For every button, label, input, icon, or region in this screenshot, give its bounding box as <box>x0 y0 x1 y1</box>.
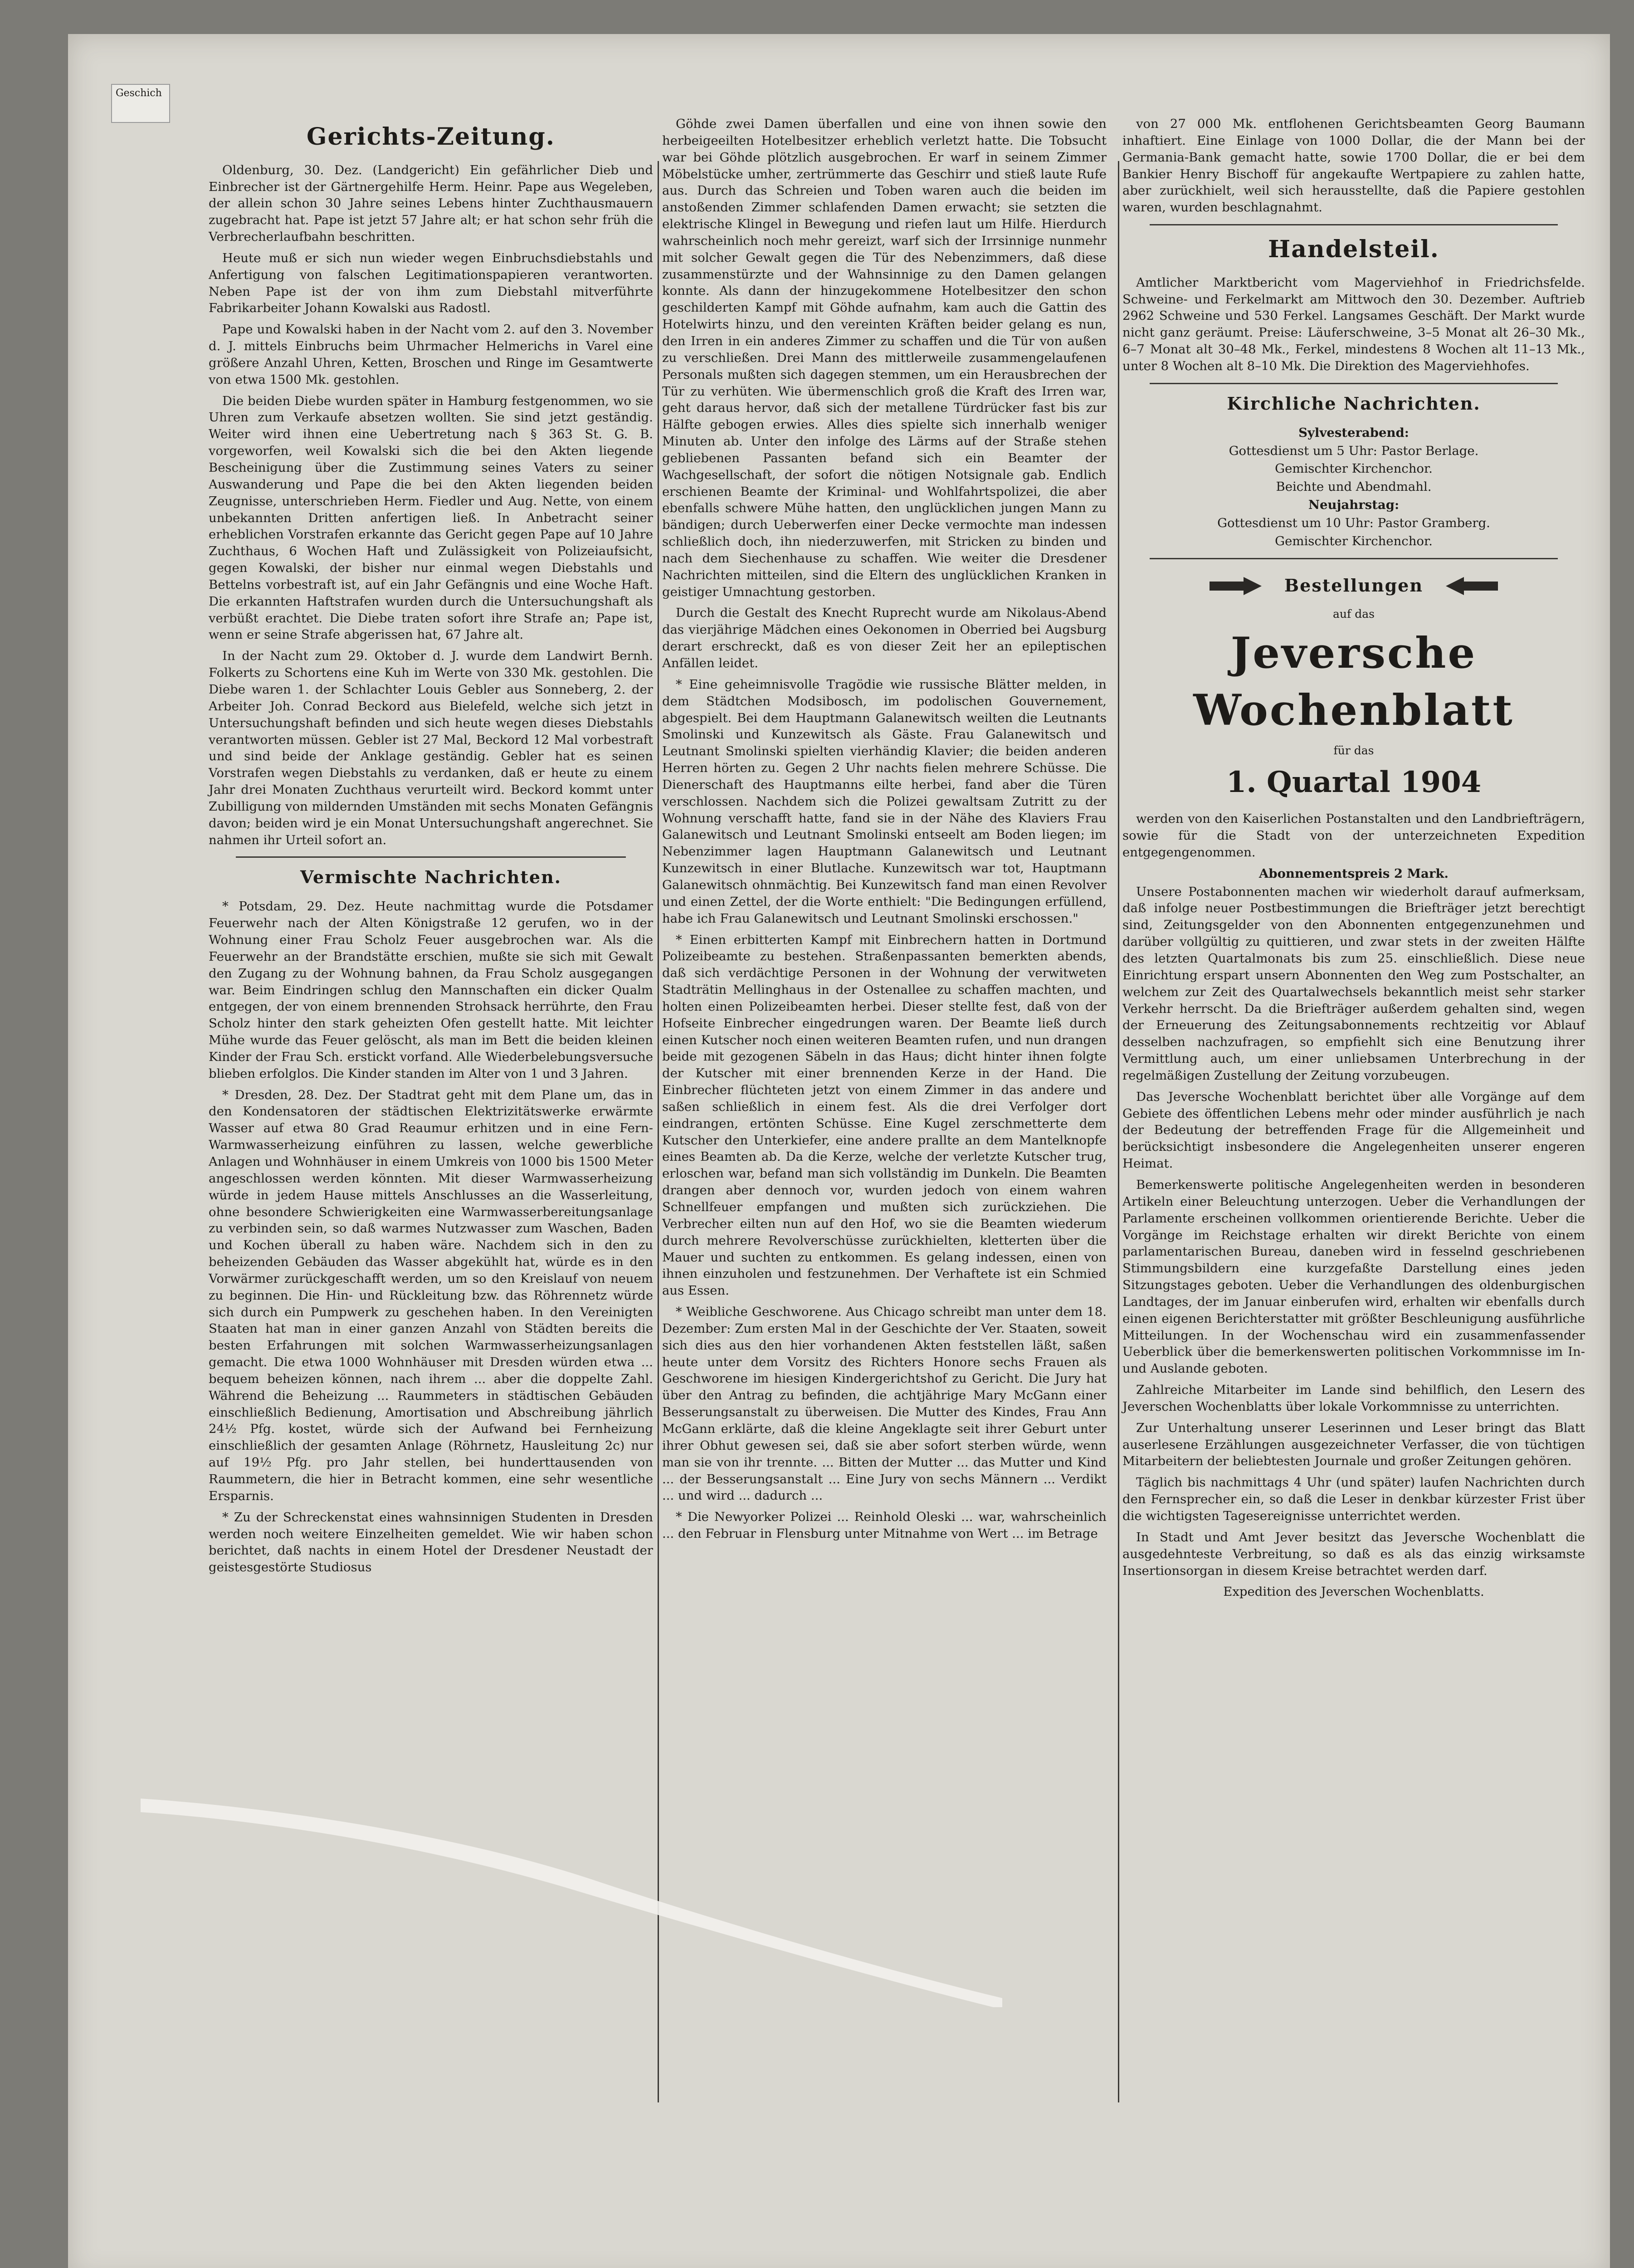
section-heading: Kirchliche Nachrichten. <box>1227 393 1481 414</box>
article-paragraph: Zur Unterhaltung unserer Leserinnen und Leser bringt das Blatt auserlesene Erzählungen ausgezeichneter Verfasser, die von tüchtigen Mitarbeitern der beliebtesten Journale und großer Zeitungen gehören. <box>1122 1420 1585 1469</box>
church-title: Neujahrstag: <box>1308 498 1400 513</box>
article-paragraph: In Stadt und Amt Jever besitzt das Jeversche Wochenblatt die ausgedehnteste Verbreitung, so daß es als das einzig wirksamste Insertionsorgan in diesem Kreise betrachtet werden darf. <box>1122 1530 1585 1578</box>
column-1 <box>209 116 653 1580</box>
article-paragraph: Täglich bis nachmittags 4 Uhr (und später) laufen Nachrichten durch den Fernsprecher ein, so daß die Leser in denkbar kürzester Frist über die wichtigsten Tagesereignisse unterrichtet werden. <box>1122 1475 1585 1524</box>
auf-das-label: auf das <box>1333 607 1375 621</box>
article-paragraph: Zahlreiche Mitarbeiter im Lande sind behilflich, den Lesern des Jeverschen Wochenblatts über lokale Vorkommnisse zu unterrichten. <box>1122 1383 1585 1414</box>
section-heading: Handelsteil. <box>1268 235 1439 264</box>
paper-tear <box>141 1780 1002 2007</box>
column-2 <box>662 116 1107 1547</box>
fuer-das-label: für das <box>1333 744 1374 758</box>
article-paragraph: * Eine geheimnisvolle Tragödie wie russische Blätter melden, in dem Städtchen Modsibosch, im podolischen Gouvernement, abgespielt. Bei dem Hauptmann Galanewitsch weilten die Leutnants Smolinski und Kunzewitsch als Gäste. Frau Galanewitsch und Leutnant Smolinski spielten vierhändig Klavier; die beiden anderen Herren hörten zu. Gegen 2 Uhr nachts fielen mehrere Schüsse. Die Dienerschaft des Hauptmanns eilte herbei, fand aber die Türen verschlossen. Nachdem sich die Polizei gewaltsam Zutritt zu der Wohnung verschafft hatte, fand sie in der Nähe des Klaviers Frau Galanewitsch und Leutnant Smolinski entseelt am Boden liegen; im Nebenzimmer lagen Hauptmann Galanewitsch und Leutnant Kunzewitsch in einer Blutlache. Kunzewitsch war tot, Hauptmann Galanewitsch ohnmächtig. Bei Kunzewitsch fand man einen Revolver und einen Zettel, der die Worte enthielt: "Die Bedingungen erfüllend, habe ich Frau Galanewitsch und Leutnant Smolinski erschossen." <box>662 677 1107 926</box>
subscription-banner <box>1122 570 1585 602</box>
newspaper-page <box>68 34 1610 2268</box>
quarter-label: 1. Quartal 1904 <box>1226 765 1482 799</box>
price-line: Abonnementspreis 2 Mark. <box>1259 866 1449 881</box>
article-paragraph: Amtlicher Marktbericht vom Magerviehhof in Friedrichsfelde. Schweine- und Ferkelmarkt am Mittwoch den 30. Dezember. Auftrieb 2962 Schweine und 530 Ferkel. Langsames Geschäft. Der Markt wurde nicht ganz geräumt. Preise: Läuferschweine, 3–5 Monat alt 26–30 Mk., 6–7 Monat alt 30–48 Mk., Ferkel, mindestens 8 Wochen alt 11–13 Mk., unter 8 Wochen alt 8–10 Mk. Die Direktion des Magerviehhofes. <box>1122 275 1585 373</box>
article-paragraph: von 27 000 Mk. entflohenen Gerichtsbeamten Georg Baumann inhaftiert. Eine Einlage von 1000 Dollar, die der Mann bei der Germania-Bank gemacht hatte, sowie 1700 Dollar, die er bei dem Bankier Henry Bischoff für angekaufte Wertpapiere zu zahlen hatte, aber zurückhielt, weil sich herausstellte, daß die Papiere gestohlen waren, wurden beschlagnahmt. <box>1122 117 1585 215</box>
column-3 <box>1122 116 1585 1602</box>
divider <box>1150 558 1558 559</box>
section-heading: Gerichts-Zeitung. <box>307 123 555 151</box>
article-paragraph: Pape und Kowalski haben in der Nacht vom 2. auf den 3. November d. J. mittels Einbruchs beim Uhrmacher Helmerichs in Varel eine größere Anzahl Uhren, Ketten, Broschen und Ringe im Gesamtwerte von etwa 1500 Mk. gestohlen. <box>209 322 653 387</box>
divider <box>1150 224 1558 225</box>
article-paragraph: * Zu der Schreckenstat eines wahnsinnigen Studenten in Dresden werden noch weitere Einzelheiten gemeldet. Wie wir haben schon berichtet, daß nachts in einem Hotel der Dresdener Neustadt der geistesgestörte Studiosus <box>209 1510 653 1575</box>
article-paragraph: Unsere Postabonnenten machen wir wiederholt darauf aufmerksam, daß infolge neuer Postbestimmungen die Briefträger jetzt berechtigt sind, Zeitungsgelder von den Abonnenten entgegenzunehmen und darüber vollgültig zu quittieren, und zwar stets in der zweiten Hälfte des letzten Quartalmonats bis zum 25. einschließlich. Diese neue Einrichtung erspart unsern Abonnenten den Weg zum Postschalter, an welchem zur Zeit des Quartalwechsels bekanntlich meist sehr starker Verkehr herrscht. Da die Briefträger außerdem gehalten sind, wegen der Erneuerung des Zeitungsabonnements rechtzeitig vor Ablauf desselben nachzufragen, so empfiehlt sich eine Benutzung ihrer Vermittlung auch, um einer unliebsamen Unterbrechung in der regelmäßigen Zustellung der Zeitung vorzubeugen. <box>1122 884 1585 1083</box>
divider <box>1150 383 1558 384</box>
church-line: Gottesdienst um 10 Uhr: Pastor Gramberg. <box>1217 515 1490 530</box>
column-rule <box>658 161 659 2102</box>
church-title: Sylvesterabend: <box>1298 425 1409 440</box>
article-paragraph: Göhde zwei Damen überfallen und eine von ihnen sowie den herbeigeeilten Hotelbesitzer erheblich verletzt hatte. Die Tobsucht war bei Göhde plötzlich ausgebrochen. Er warf in seinem Zimmer Möbelstücke umher, zertrümmerte das Geschirr und stieß laute Rufe aus. Durch das Schreien und Toben waren auch die beiden im anstoßenden Zimmer schlafenden Damen erwacht; sie setzten die elektrische Klingel in Bewegung und riefen laut um Hilfe. Hierdurch wahrscheinlich noch mehr gereizt, warf sich der Irrsinnige nunmehr mit solcher Gewalt gegen die Tür des Nebenzimmers, daß diese zusammenstürzte und der Wahnsinnige zu den Damen gelangen konnte. Als dann der hinzugekommene Hotelbesitzer den schon geschilderten Kampf mit Göhde aufnahm, kam auch die Gattin des Hotelwirts hinzu, und den vereinten Kräften beider gelang es nun, den Irren in ein anderes Zimmer zu schaffen und die Tür von außen zu verschließen. Drei Mann des mittlerweile zusammengelaufenen Personals mußten sich dagegen stemmen, um ein Herausbrechen der Tür zu verhüten. Wie übermenschlich groß die Kraft des Irren war, geht daraus hervor, daß sich der metallene Türdrücker fast bis zur Hälfte gebogen erwies. Alles dies spielte sich innerhalb weniger Minuten ab. Unter den infolge des Lärms auf der Straße stehen gebliebenen Passanten befand sich ein Beamter der Wachgesellschaft, der sofort die nötigen Notsignale gab. Endlich erschienen Beamte der Kriminal- und Wohlfahrtspolizei, die aber ebenfalls schwere Mühe hatten, den unglücklichen jungen Mann zu bändigen; durch Ueberwerfen einer Decke vermochte man indessen schließlich doch, ihn niederzuwerfen, mit Stricken zu binden und nach dem Siechenhause zu schaffen. Wie weiter die Dresdener Nachrichten mitteilen, sind die Eltern des unglücklichen Kranken in geistiger Umnachtung gestorben. <box>662 117 1107 599</box>
pointing-hand-icon <box>1207 570 1266 602</box>
article-paragraph: * Weibliche Geschworene. Aus Chicago schreibt man unter dem 18. Dezember: Zum ersten Mal in der Geschichte der Ver. Staaten, soweit sich dies aus den hier vorhandenen Akten feststellen läßt, saßen heute unter dem Vorsitz des Richters Honore sechs Frauen als Geschworene im hiesigen Kindergerichtshof zu Gericht. Die Jury hat über den Antrag zu befinden, die achtjährige Mary McGann einer Besserungsanstalt zu überweisen. Die Mutter des Kindes, Frau Ann McGann erklärte, daß die kleine Angeklagte seit ihrer Geburt unter ihrer Obhut gewesen sei, daß sie aber sofort sterben würde, wenn man sie von ihr trennte. ... Bitten der Mutter ... das Mutter und Kind ... der Besserungsanstalt ... Eine Jury von sechs Männern ... Verdikt ... und wird ... dadurch ... <box>662 1305 1107 1503</box>
article-paragraph: Durch die Gestalt des Knecht Ruprecht wurde am Nikolaus-Abend das vierjährige Mädchen eines Oekonomen in Oberried bei Augsburg derart erschreckt, daß es von dieser Zeit her an epileptischen Anfällen leidet. <box>662 606 1107 670</box>
article-paragraph: * Dresden, 28. Dez. Der Stadtrat geht mit dem Plane um, das in den Kondensatoren der städtischen Elektrizitätswerke erwärmte Wasser auf etwa 80 Grad Reaumur erhitzen und in eine Fern-Warmwasserheizung einführen zu lassen, welche gewerbliche Anlagen und Wohnhäuser in einem Umkreis von 1000 bis 1500 Meter angeschlossen werden könnten. Mit dieser Warmwasserheizung würde in jedem Hause mittels Anschlusses an die Wasserleitung, ohne besondere Schwierigkeiten eine Warmwasserbereitungsanlage zu verbinden sein, so daß warmes Nutzwasser zum Waschen, Baden und Kochen überall zu haben wäre. Nachdem sich in den zu beheizenden Gebäuden das Wasser abgekühlt hat, würde es in den Vorwärmer zurückgeschafft werden, um so den Kreislauf von neuem zu beginnen. Die Hin- und Rückleitung bzw. das Röhrennetz würde sich durch ein Pumpwerk zu geschehen haben. In den Vereinigten Staaten hat man in einer ganzen Anzahl von Städten bereits die besten Erfahrungen mit solchen Warmwasserheizungsanlagen gemacht. Die etwa 1000 Wohnhäuser mit Dresden würden etwa ... bequem beheizen können, nach ihrem ... aber die doppelte Zahl. Während die Beheizung ... Raummeters in städtischen Gebäuden einschließlich Bedienung, Amortisation und Abschreibung jährlich 24½ Pfg. kostet, würde sich der Aufwand bei Fernheizung einschließlich der gesamten Anlage (Röhrnetz, Hausleitung 2c) nur auf 19½ Pfg. pro Jahr stellen, bei hunderttausenden von Raummetern, die hier in Betracht kommen, eine sehr wesentliche Ersparnis. <box>209 1087 653 1503</box>
signature-line: Expedition des Jeverschen Wochenblatts. <box>1223 1584 1484 1599</box>
article-paragraph: * Die Newyorker Polizei ... Reinhold Oleski ... war, wahrscheinlich ... den Februar in Flensburg unter Mitnahme von Wert ... im Betrage <box>662 1510 1107 1541</box>
article-paragraph: werden von den Kaiserlichen Postanstalten und den Landbriefträgern, sowie für die Stadt von der unterzeichneten Expedition entgegengenommen. <box>1122 811 1585 860</box>
article-paragraph: * Potsdam, 29. Dez. Heute nachmittag wurde die Potsdamer Feuerwehr nach der Alten Königstraße 12 gerufen, wo in der Wohnung einer Frau Scholz Feuer ausgebrochen war. Als die Feuerwehr an der Brandstätte erschien, mußte sie sich mit Gewalt den Zugang zu der Wohnung bahnen, da Frau Scholz ausgegangen war. Beim Eindringen schlug den Mannschaften ein dicker Qualm entgegen, der von einem brennenden Strohsack herrührte, den Frau Scholz hinter den stark geheizten Ofen gestellt hatte. Mit leichter Mühe wurde das Feuer gelöscht, als man im Bett die beiden kleinen Kinder der Frau Sch. erstickt vorfand. Alle Wiederbelebungsversuche blieben erfolglos. Die Kinder standen im Alter von 1 und 3 Jahren. <box>209 899 653 1081</box>
masthead-title: Jeversche Wochenblatt <box>1193 628 1514 736</box>
church-line: Gottesdienst um 5 Uhr: Pastor Berlage. <box>1229 443 1479 458</box>
church-line: Gemischter Kirchenchor. <box>1275 461 1433 476</box>
pointing-hand-icon <box>1441 570 1500 602</box>
article-paragraph: Die beiden Diebe wurden später in Hamburg festgenommen, wo sie Uhren zum Verkaufe absetzen wollten. Sie sind jetzt geständig. Weiter wird ihnen eine Uebertretung nach § 363 St. G. B. vorgeworfen, weil Kowalski sich die bei den Akten liegende Bescheinigung über die Zustimmung seines Vaters zu seiner Auswanderung und Pape die bei den Akten liegenden beiden Zeugnisse, unterschrieben Herm. Fiedler und Aug. Nette, von einem unbekannten Dritten anfertigen ließ. In Anbetracht seiner erheblichen Vorstrafen erkannte das Gericht gegen Pape auf 10 Jahre Zuchthaus, 6 Wochen Haft und Zulässigkeit von Polizeiaufsicht, gegen Kowalski, der bisher nur einmal wegen Diebstahls und Bettelns vorbestraft ist, auf ein Jahr Gefängnis und eine Woche Haft. Die erkannten Haftstrafen wurden durch die Untersuchungshaft als verbüßt erachtet. Die Diebe traten sofort ihre Strafe an; Pape ist, wenn er seine Strafe abgerissen hat, 67 Jahre alt. <box>209 393 653 642</box>
column-rule <box>1118 161 1119 2102</box>
section-heading: Vermischte Nachrichten. <box>300 867 561 888</box>
church-line: Gemischter Kirchenchor. <box>1275 533 1433 548</box>
article-paragraph: Oldenburg, 30. Dez. (Landgericht) Ein gefährlicher Dieb und Einbrecher ist der Gärtnergehilfe Herm. Heinr. Pape aus Wegeleben, der allein schon 30 Jahre seines Lebens hinter Zuchthausmauern zugebracht hat. Pape ist jetzt 57 Jahre alt; er hat schon sehr früh die Verbrecherlaufbahn beschritten. <box>209 162 653 244</box>
church-line: Beichte und Abendmahl. <box>1276 479 1432 494</box>
article-paragraph: * Einen erbitterten Kampf mit Einbrechern hatten in Dortmund Polizeibeamte zu bestehen. Straßenpassanten bemerkten abends, daß sich verdächtige Personen in der Wohnung der verwitweten Stadträtin Mellinghaus in der Ostenallee zu schaffen machten, und holten einen Polizeibeamten herbei. Dieser stellte fest, daß von der Hofseite Einbrecher eingedrungen waren. Der Beamte ließ durch einen Kutscher noch einen weiteren Beamten rufen, und nun drangen beide mit gezogenen Säbeln in das Haus; dicht hinter ihnen folgte der Kutscher mit einer brennenden Kerze in der Hand. Die Einbrecher flüchteten jetzt von einem Zimmer in das andere und saßen schließlich in einem fest. Als die drei Verfolger dort eindrangen, ertönten Schüsse. Eine Kugel zerschmetterte dem Kutscher den Unterkiefer, eine andere prallte an dem Mantelknopfe eines Beamten ab. Da die Kerze, welche der verletzte Kutscher trug, erloschen war, befand man sich vollständig im Dunkeln. Die Beamten drangen aber dennoch vor, wurden jedoch von einem wahren Schnellfeuer empfangen und mußten sich zurückziehen. Die Verbrecher eilten nun auf den Hof, wo sie die Beamten wiederum durch mehrere Revolverschüsse zurückhielten, kletterten über die Mauer und suchten zu entkommen. Es gelang indessen, einen von ihnen einzuholen und festzunehmen. Der Verhaftete ist ein Schmied aus Essen. <box>662 932 1107 1298</box>
article-paragraph: Bemerkenswerte politische Angelegenheiten werden in besonderen Artikeln einer Beleuchtung unterzogen. Ueber die Verhandlungen der Parlamente erscheinen vollkommen orientierende Berichte. Ueber die Vorgänge im Reichstage erhalten wir direkt Berichte von einem parlamentarischen Bureau, daneben wird in fesselnd geschriebenen Stimmungsbildern eine kurzgefaßte Darstellung eines jeden Sitzungstages geboten. Ueber die Verhandlungen des oldenburgischen Landtages, der im Januar einberufen wird, erhalten wir ebenfalls durch einen eigenen Berichterstatter mit größter Beschleunigung ausführliche Mitteilungen. In der Wochenschau wird ein zusammenfassender Ueberblick über die bemerkenswerten politischen Vorkommnisse im In- und Auslande geboten. <box>1122 1177 1585 1376</box>
margin-tab: Geschich <box>111 84 170 123</box>
article-paragraph: Das Jeversche Wochenblatt berichtet über alle Vorgänge auf dem Gebiete des öffentlichen Lebens mehr oder minder ausführlich je nach der Bedeutung der betreffenden Frage für die Allgemeinheit und berücksichtigt insbesondere die Angelegenheiten unserer engeren Heimat. <box>1122 1089 1585 1171</box>
article-paragraph: In der Nacht zum 29. Oktober d. J. wurde dem Landwirt Bernh. Folkerts zu Schortens eine Kuh im Werte von 330 Mk. gestohlen. Die Diebe waren 1. der Schlachter Louis Gebler aus Sonneberg, 2. der Arbeiter Joh. Conrad Beckord aus Bielefeld, welche sich jetzt in Untersuchungshaft befinden und sich heute wegen dieses Diebstahls verantworten müssen. Gebler ist 27 Mal, Beckord 12 Mal vorbestraft und sind beide der Anklage geständig. Gebler hat es seinen Vorstrafen wegen Diebstahls zu verdanken, daß er heute zu einem Jahr drei Monaten Zuchthaus verurteilt wird. Beckord kommt unter Zubilligung von mildernden Umständen mit sechs Monaten Gefängnis davon; beiden wird je ein Monat Untersuchungshaft angerechnet. Sie nahmen ihr Urteil sofort an. <box>209 649 653 847</box>
divider <box>236 856 626 858</box>
banner-title: Bestellungen <box>1284 575 1423 596</box>
article-paragraph: Heute muß er sich nun wieder wegen Einbruchsdiebstahls und Anfertigung von falschen Legitimationspapieren verantworten. Neben Pape ist der von ihm zum Diebstahl mitverführte Fabrikarbeiter Johann Kowalski aus Radostl. <box>209 250 653 316</box>
